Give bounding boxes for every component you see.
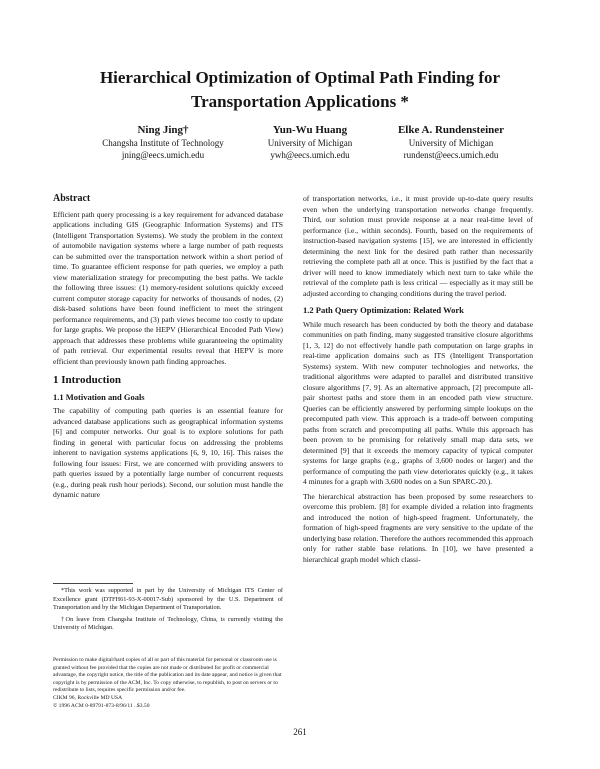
- conference-venue: CIKM 96, Rockville MD USA: [53, 694, 123, 701]
- permission-notice: [53, 657, 283, 710]
- footnote-leave: †On leave from Changsha Institute of Technology, China, is currently visiting the University of Michigan.: [53, 615, 283, 631]
- abstract-heading: Abstract: [53, 193, 91, 204]
- intro-paragraph: The capability of computing path queries is an essential feature for advanced database applications such as geographical information systems [6] and computer networks. Our goal is to explore solutions for path finding in general with particular focus on addressing the problems inherent to navigation systems applications [6, 9, 10, 16]. This raises the following four issues: First, we are concerned with providing answers to path queries issued by a potentially large number of concurrent requests (e.g., during peak rush hour periods). Second, our solution must handle the dynamic nature: [53, 406, 283, 499]
- body-paragraph: While much research has been conducted by both the theory and database communities on path finding, many suggested transitive closure algorithms [1, 3, 12] do not effectively handle path computation on large graphs in real-time application domains such as ITS (Intelligent Transportation Systems) system. With new computer technologies and networks, the traditional algorithms were adapted to parallel and distributed transitive closure algorithms [7, 9]. As an alternative approach, [2] precompute all-pair shortest paths and store them in an encoded path view structure. Queries can be efficiently answered by performing simple lookups on the precomputed path view. This approach is a trade-off between computing paths from scratch and precomputing all paths. While this approach has been proven to be promising for relatively small map data sets, we determined [9] that it exceeds the memory capacity of typical computer systems for large graphs (e.g., graphs of 3,600 nodes or larger) and the performance of computing the path view deteriorates quickly (e.g., it takes 4 minutes for a graph with 3,600 nodes on a Sun SPARC-20.).: [303, 319, 533, 486]
- permission-text: Permission to make digital/hard copies of all or part of this material for personal or classroom use is granted without fee provided that the copies are not made or distributed for profit or commercial advantage, the copyright notice, the title of the publication and its date appear, and notice is given that copyright is by permission of the ACM, Inc. To copy otherwise, to republish, to post on servers or to redistribute to lists, requires specific permission and/or fee.: [53, 657, 282, 694]
- body-paragraph: The hierarchical abstraction has been proposed by some researchers to overcome this problem. [8] for example divided a relation into fragments and introduced the notion of high-speed fragment. Unfortunately, the formation of high-speed fragments are very sensitive to the update of the underlying base relation. Therefore the authors recommended this approach only for rather stable base relations. In [10], we have presented a hierarchical graph model which classi-: [303, 491, 533, 564]
- body-paragraph: of transportation networks, i.e., it must provide up-to-date query results even when the underlying transportation networks change frequently. Third, our solution must provide response at a near real-time level of performance (i.e., within seconds). Fourth, based on the requirements of instruction-based navigation systems [15], we are interested in efficiently determining the next link for the desired path rather than necessarily retrieving the complete path all at once. This is justified by the fact that a driver will need to know immediately which next turn to take while the retrieval of the complete path is less critical — especially as it may still be adjusted according to changing conditions during the travel period.: [303, 194, 533, 298]
- footnote-funding: *This work was supported in part by the University of Michigan ITS Center of Excellence grant (DTFH61-93-X-00017-Sub) sponsored by the U.S. Department of Transportation and by the Michigan Department of Transportation.: [53, 587, 283, 611]
- author-block: [88, 124, 238, 161]
- author-name: Yun-Wu Huang: [272, 124, 348, 136]
- abstract-text: Efficient path query processing is a key requirement for advanced database applications including GIS (Geographic Information Systems) and ITS (Intelligent Transportation Systems). We study the problem in the context of automobile navigation systems where a large number of path requests can be submitted over the transportation network within a short period of time. To guarantee efficient response for path queries, we employ a path view materialization strategy for precomputing the best paths. We tackle the following three issues: (1) memory-resident solutions quickly exceed current computer storage capacity for networks of thousands of nodes, (2) disk-based solutions have been found inefficient to meet the stringent performance requirements, and (3) path views become too costly to update for large graphs. We propose the HEPV (Hierarchical Encoded Path View) approach that addresses these problems while guaranteeing the optimality of path retrieval. Our experimental results reveal that HEPV is more efficient than previously known path finding approaches.: [53, 209, 283, 366]
- author-affiliation: Changsha Institute of Technology: [102, 138, 224, 148]
- author-email: rundenst@eecs.umich.edu: [403, 150, 499, 160]
- copyright-line: © 1996 ACM 0-89791-873-8/96/11 ..$3.50: [53, 702, 150, 709]
- footnotes: [53, 583, 283, 636]
- author-email: jning@eecs.umich.edu: [121, 150, 205, 160]
- author-block: [240, 124, 380, 161]
- author-email: ywh@eecs.umich.edu: [270, 150, 350, 160]
- author-name: Elke A. Rundensteiner: [397, 124, 505, 136]
- author-name: Ning Jing†: [137, 124, 189, 136]
- subsection-heading: 1.1 Motivation and Goals: [53, 391, 145, 402]
- author-affiliation: University of Michigan: [408, 138, 494, 148]
- paper-title: [40, 66, 560, 114]
- title-line-2: Transportation Applications *: [191, 92, 409, 111]
- subsection-heading: 1.2 Path Query Optimization: Related Work: [303, 305, 464, 315]
- title-line-1: Hierarchical Optimization of Optimal Path Finding for: [99, 68, 501, 87]
- right-column: [303, 194, 533, 569]
- page-number: 261: [293, 727, 307, 737]
- footnote-rule: [53, 583, 133, 584]
- author-affiliation: University of Michigan: [267, 138, 353, 148]
- section-heading: 1 Introduction: [53, 374, 121, 386]
- author-block: [376, 124, 526, 161]
- left-column: [53, 194, 283, 505]
